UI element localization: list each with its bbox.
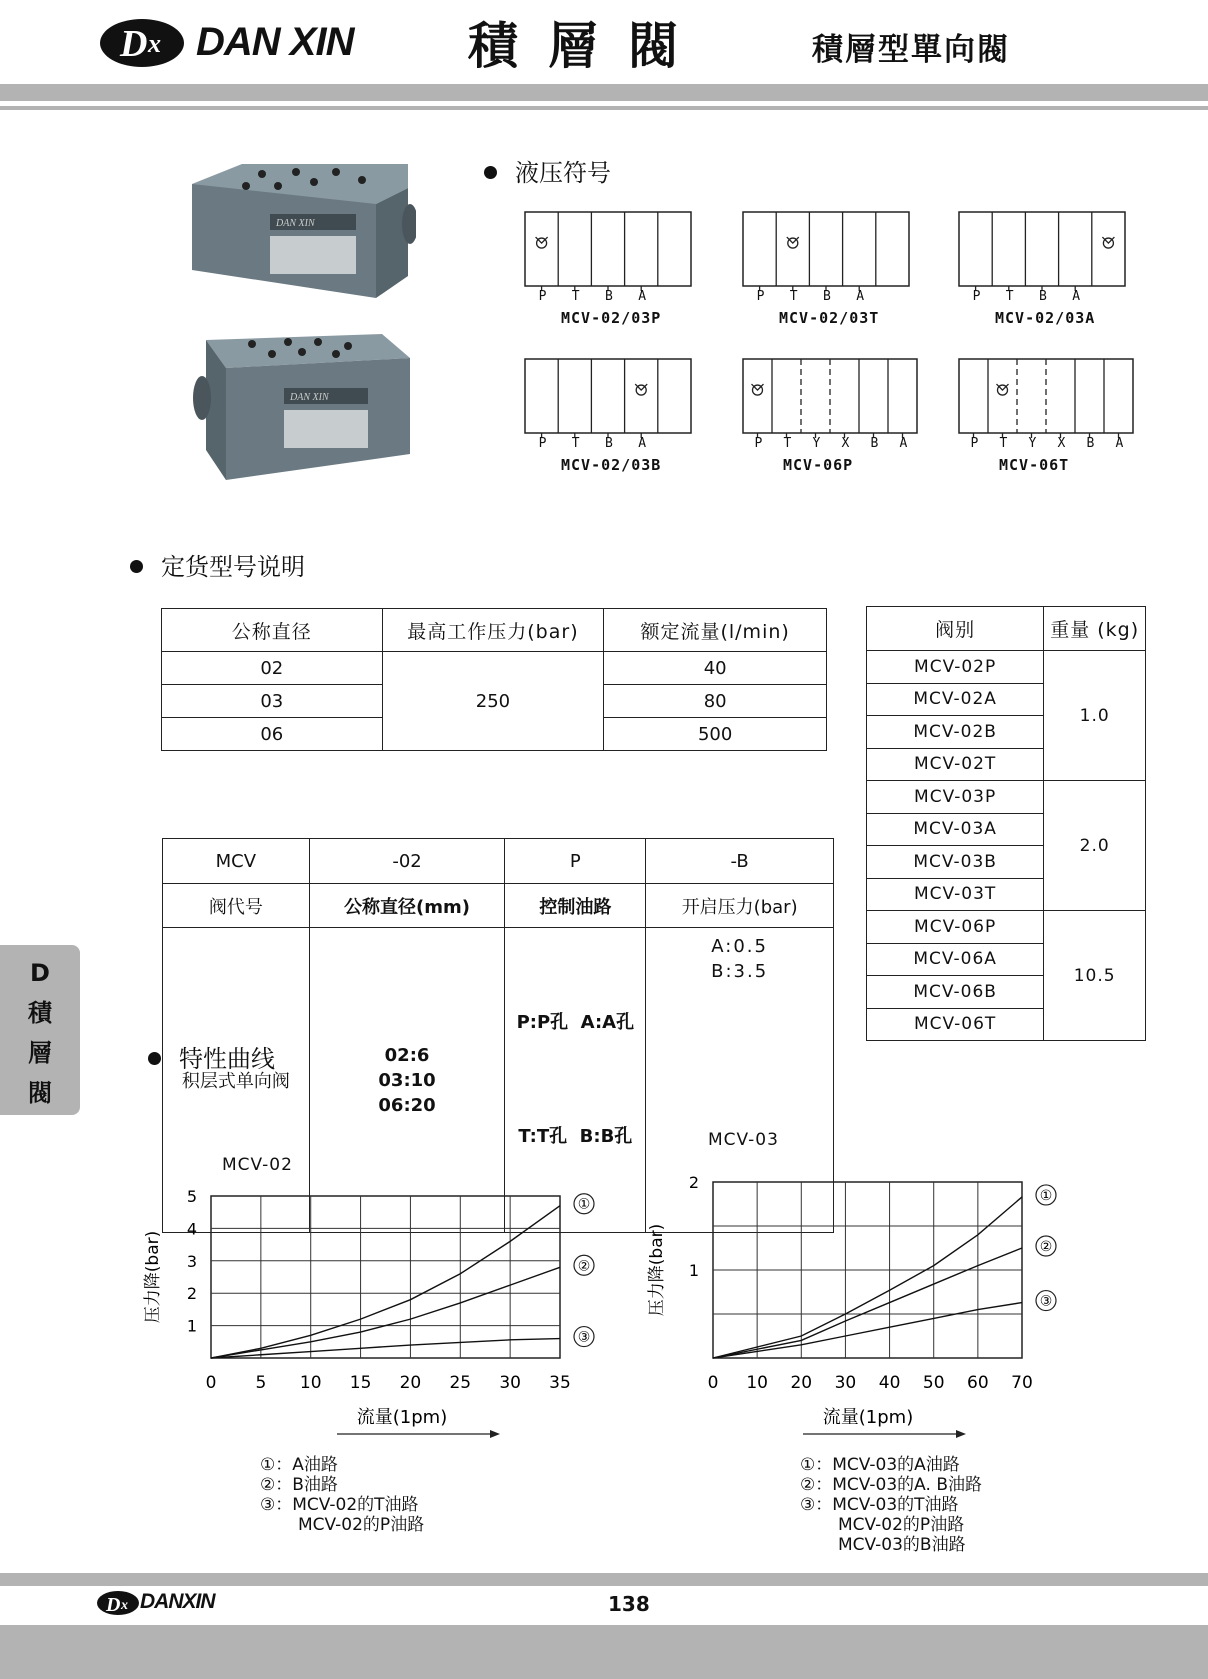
legend-item: MCV-03的B油路 (838, 1535, 966, 1555)
port-label: T (999, 436, 1008, 451)
port-label: T (783, 436, 792, 451)
valve-model: MCV-06T (867, 1008, 1044, 1041)
x-tick-label: 30 (499, 1373, 521, 1393)
crack-option: B:3.5 (711, 961, 769, 982)
size-option: 06:20 (378, 1094, 436, 1116)
spec-header: 额定流量(l/min) (604, 609, 827, 652)
valve-weight: 10.5 (1044, 911, 1146, 1041)
x-tick-label: 20 (790, 1373, 813, 1393)
valve-model: MCV-06A (867, 943, 1044, 976)
port-label: P (970, 436, 979, 451)
x-axis-label: 流量(1pm) (356, 1407, 448, 1428)
port-label: Y (812, 436, 821, 451)
valve-model: MCV-03P (867, 781, 1044, 814)
code-label: 开启压力(bar) (646, 884, 834, 928)
port-label: A (1115, 436, 1124, 451)
port-label: B (605, 436, 613, 451)
valve-model: MCV-03B (867, 846, 1044, 879)
port-label: A (899, 436, 908, 451)
symbols-heading-text: 液压符号 (515, 159, 611, 187)
header-band (0, 84, 1208, 101)
port-label: B (605, 289, 613, 304)
product-photo-1 (186, 158, 416, 308)
spec-header: 公称直径 (162, 609, 383, 652)
x-tick-label: 30 (834, 1373, 857, 1393)
symbol-diagram (958, 358, 1136, 452)
symbol-diagram (742, 358, 920, 452)
port-label: P (538, 289, 547, 304)
valve-model: MCV-02T (867, 748, 1044, 781)
side-tab-char: D (30, 959, 50, 987)
series-label: ③ (1039, 1293, 1053, 1310)
series-line (713, 1197, 1022, 1358)
side-tab (0, 945, 80, 1115)
port-label: A (638, 436, 647, 451)
crack-option: A:0.5 (711, 936, 768, 957)
y-tick-label: 3 (186, 1251, 197, 1271)
code-label: 控制油路 (505, 884, 646, 928)
symbol-caption: MCV-02/03B (561, 456, 662, 474)
product-photo-2 (192, 328, 418, 483)
valve-model: MCV-03T (867, 878, 1044, 911)
side-tab-char: 層 (28, 1039, 52, 1067)
code-label: 公称直径(mm) (309, 884, 505, 928)
symbol-caption: MCV-06P (783, 456, 854, 474)
port-label: P (972, 289, 981, 304)
legend-item: ①：MCV-03的A油路 (800, 1455, 960, 1475)
svg-text:x: x (148, 29, 161, 58)
series-line (211, 1267, 560, 1358)
port-label: B (823, 289, 831, 304)
symbol-caption: MCV-02/03P (561, 309, 662, 327)
side-tab-char: 閥 (28, 1079, 52, 1107)
y-tick-label: 4 (186, 1219, 197, 1239)
valve-model: MCV-06B (867, 976, 1044, 1009)
valve-model: MCV-03A (867, 813, 1044, 846)
x-tick-label: 60 (967, 1373, 989, 1393)
weight-header: 重量 (kg) (1044, 607, 1146, 651)
port-label: P (756, 289, 765, 304)
legend-mcv03 (800, 1455, 982, 1555)
y-axis-label: 压力降(bar) (143, 1230, 163, 1324)
series-label: ① (1039, 1187, 1053, 1204)
x-tick-label: 50 (922, 1373, 945, 1393)
series-line (713, 1303, 1022, 1358)
y-axis-label: 压力降(bar) (647, 1223, 667, 1317)
chart-mcv03 (640, 1165, 1080, 1440)
size-option: 03:10 (378, 1069, 436, 1091)
legend-item: ①：A油路 (260, 1455, 338, 1475)
code-crack: -B (646, 839, 834, 884)
port-label: P (754, 436, 763, 451)
y-tick-label: 2 (688, 1173, 699, 1192)
danxin-logo (98, 12, 190, 70)
port-option: P:P孔 A:A孔 (516, 1012, 635, 1033)
x-tick-label: 35 (549, 1373, 571, 1393)
ordering-heading (130, 547, 305, 582)
spec-header: 最高工作压力(bar) (382, 609, 604, 652)
svg-text:D: D (106, 1594, 121, 1616)
x-tick-label: 15 (349, 1373, 372, 1393)
ordering-heading-text: 定货型号说明 (161, 553, 305, 581)
series-label: ② (577, 1258, 591, 1275)
spec-size: 02 (162, 652, 383, 685)
footer-brand: DANXIN (140, 1590, 215, 1613)
y-tick-label: 1 (688, 1261, 699, 1280)
arrow-head-icon (490, 1430, 500, 1438)
code-label: 阀代号 (163, 884, 310, 928)
code-prefix: MCV (163, 839, 310, 884)
x-tick-label: 25 (449, 1373, 472, 1393)
port-label: A (1072, 289, 1081, 304)
page-number: 138 (608, 1592, 650, 1616)
x-tick-label: 0 (707, 1373, 719, 1393)
port-label: T (789, 289, 798, 304)
header-rule (0, 106, 1208, 110)
port-label: P (538, 436, 547, 451)
plot-frame (211, 1196, 560, 1358)
port-label: T (571, 436, 580, 451)
legend-mcv02 (260, 1455, 424, 1535)
series-label: ③ (577, 1329, 591, 1346)
y-tick-label: 1 (186, 1316, 197, 1336)
symbol-caption: MCV-02/03A (995, 309, 1096, 327)
valve-model: MCV-02B (867, 716, 1044, 749)
spec-size: 06 (162, 718, 383, 751)
port-label: B (870, 436, 879, 451)
spec-pressure: 250 (382, 652, 604, 751)
spec-flow: 40 (604, 652, 827, 685)
series-label: ② (1039, 1239, 1053, 1255)
port-option: T:T孔 B:B孔 (518, 1126, 633, 1147)
footer-rule (0, 1573, 1208, 1586)
port-label: T (571, 289, 580, 304)
port-label: Y (1028, 436, 1037, 451)
svg-text:DAN XIN: DAN XIN (290, 392, 329, 403)
symbol-caption: MCV-02/03T (779, 309, 880, 327)
y-tick-label: 5 (186, 1187, 197, 1206)
bullet-icon (148, 1052, 161, 1065)
port-label: A (638, 289, 647, 304)
x-tick-label: 10 (746, 1373, 768, 1393)
bullet-icon (484, 166, 497, 179)
x-tick-label: 20 (399, 1373, 422, 1393)
legend-item: ③：MCV-02的T油路 (260, 1495, 419, 1515)
legend-item: ②：MCV-03的A. B油路 (800, 1475, 982, 1495)
valve-model: MCV-02A (867, 683, 1044, 716)
port-label: X (841, 436, 850, 451)
port-label: A (856, 289, 865, 304)
spec-flow: 80 (604, 685, 827, 718)
curves-heading (148, 1039, 275, 1074)
port-label: B (1039, 289, 1047, 304)
curves-heading-text: 特性曲线 (179, 1045, 275, 1073)
weight-table (866, 606, 1146, 1041)
valve-model: MCV-02P (867, 651, 1044, 684)
y-tick-label: 2 (186, 1284, 197, 1304)
series-line (713, 1248, 1022, 1358)
legend-item: MCV-02的P油路 (838, 1515, 965, 1535)
port-label: X (1057, 436, 1066, 451)
symbol-caption: MCV-06T (999, 456, 1070, 474)
bullet-icon (130, 560, 143, 573)
valve-weight: 2.0 (1044, 781, 1146, 911)
code-size: -02 (309, 839, 505, 884)
code-port: P (505, 839, 646, 884)
spec-table (161, 608, 827, 751)
x-tick-label: 0 (205, 1373, 217, 1393)
x-tick-label: 70 (1011, 1373, 1033, 1393)
series-label: ① (577, 1196, 591, 1213)
x-tick-label: 10 (299, 1373, 322, 1393)
arrow-head-icon (956, 1430, 966, 1438)
chart-mcv02 (140, 1180, 640, 1440)
valve-model: MCV-06P (867, 911, 1044, 944)
chart-title-mcv02: MCV-02 (222, 1155, 293, 1175)
valve-weight: 1.0 (1044, 651, 1146, 781)
legend-item: ②：B油路 (260, 1475, 338, 1495)
legend-item: MCV-02的P油路 (298, 1515, 425, 1535)
weight-header: 阀别 (867, 607, 1044, 651)
x-tick-label: 40 (878, 1373, 901, 1393)
page-title: 積層閥 (468, 17, 708, 75)
x-tick-label: 5 (255, 1373, 267, 1393)
svg-text:D: D (120, 23, 148, 65)
footer-logo (96, 1588, 142, 1618)
port-label: T (1005, 289, 1014, 304)
page-subtitle: 積層型單向閥 (812, 32, 1010, 68)
code-valve-name: 积层式单向阀 (163, 928, 310, 1233)
size-option: 02:6 (384, 1044, 430, 1066)
spec-flow: 500 (604, 718, 827, 751)
port-label: B (1086, 436, 1095, 451)
footer-band (0, 1625, 1208, 1679)
chart-title-mcv03: MCV-03 (708, 1130, 779, 1150)
spec-size: 03 (162, 685, 383, 718)
side-tab-char: 積 (28, 999, 52, 1027)
svg-text:DAN XIN: DAN XIN (276, 218, 315, 229)
brand-name: DAN XIN (196, 20, 354, 64)
x-axis-label: 流量(1pm) (822, 1407, 914, 1428)
legend-item: ③：MCV-03的T油路 (800, 1495, 959, 1515)
symbols-heading (484, 153, 611, 188)
svg-text:x: x (121, 1598, 128, 1613)
